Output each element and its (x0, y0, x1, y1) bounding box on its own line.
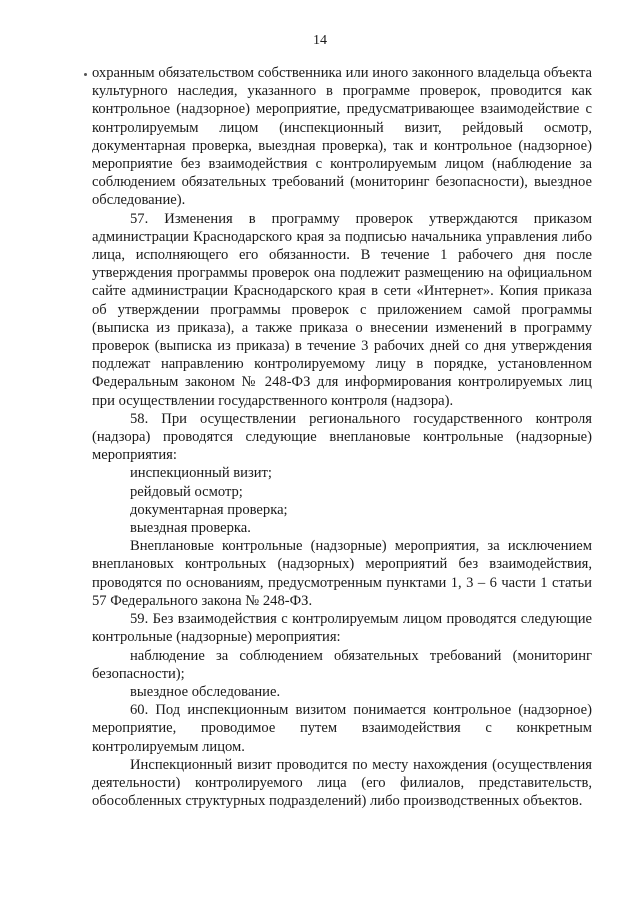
document-body (92, 64, 592, 810)
list-item: инспекционный визит; (130, 465, 272, 482)
margin-mark (84, 73, 87, 76)
list-item: документарная проверка; (130, 501, 288, 518)
paragraph-58: 58. При осуществлении регионального государственного контроля (надзора) проводятся следующие внеплановые контрольные (надзорные) мероприятия: (92, 410, 592, 464)
page-number: 14 (313, 33, 327, 48)
paragraph-unplanned-grounds: Внеплановые контрольные (надзорные) мероприятия, за исключением внеплановых контрольных (надзорных) мероприятий без взаимодействия, проводятся по основаниям, предусмотренным пунктами 1, 3 – 6 части 1 статьи 57 Федерального закона № 248-ФЗ. (92, 538, 592, 609)
paragraph-continuation: охранным обязательством собственника или иного законного владельца объекта культурного наследия, указанного в программе проверок, проводится как контрольное (надзорное) мероприятие, предусматривающее взаимодействие с контролируемым лицом (инспекционный визит, рейдовый осмотр, документарная проверка, выездная проверка), так и контрольное (надзорное) мероприятие без взаимодействия с контролируемым лицом (наблюдение за соблюдением обязательных требований (мониторинг безопасности), выездное обследование). (92, 65, 592, 209)
list-item-field-survey: выездное обследование. (130, 683, 281, 700)
list-item: выездная проверка. (130, 520, 251, 537)
paragraph-57: 57. Изменения в программу проверок утверждаются приказом администрации Краснодарского края за подписью начальника управления либо лица, исполняющего его обязанности. В течение 1 рабочего дня после утверждения программы проверок она подлежит размещению на официальном сайте администрации Краснодарского края в сети «Интернет». Копия приказа об утверждении программы проверок с приложением самой программы (выписка из приказа), а также приказа о внесении изменений в программу проверок (выписка из приказа) в течение 3 рабочих дней со дня утверждения подлежат направлению контролируемому лицу в порядке, установленном Федеральным законом № 248-ФЗ для информирования контролируемых лиц при осуществлении государственного контроля (надзора). (92, 210, 592, 409)
paragraph-inspection-visit-location: Инспекционный визит проводится по месту нахождения (осуществления деятельности) контролируемого лица (его филиалов, представительств, обособленных структурных подразделений) либо производственных объектов. (92, 756, 592, 810)
list-item-monitoring: наблюдение за соблюдением обязательных требований (мониторинг безопасности); (92, 647, 592, 682)
paragraph-59: 59. Без взаимодействия с контролируемым лицом проводятся следующие контрольные (надзорные) мероприятия: (92, 611, 592, 646)
paragraph-60: 60. Под инспекционным визитом понимается контрольное (надзорное) мероприятие, проводимое путем взаимодействия с конкретным контролируемым лицом. (92, 702, 592, 755)
list-item: рейдовый осмотр; (130, 483, 243, 500)
